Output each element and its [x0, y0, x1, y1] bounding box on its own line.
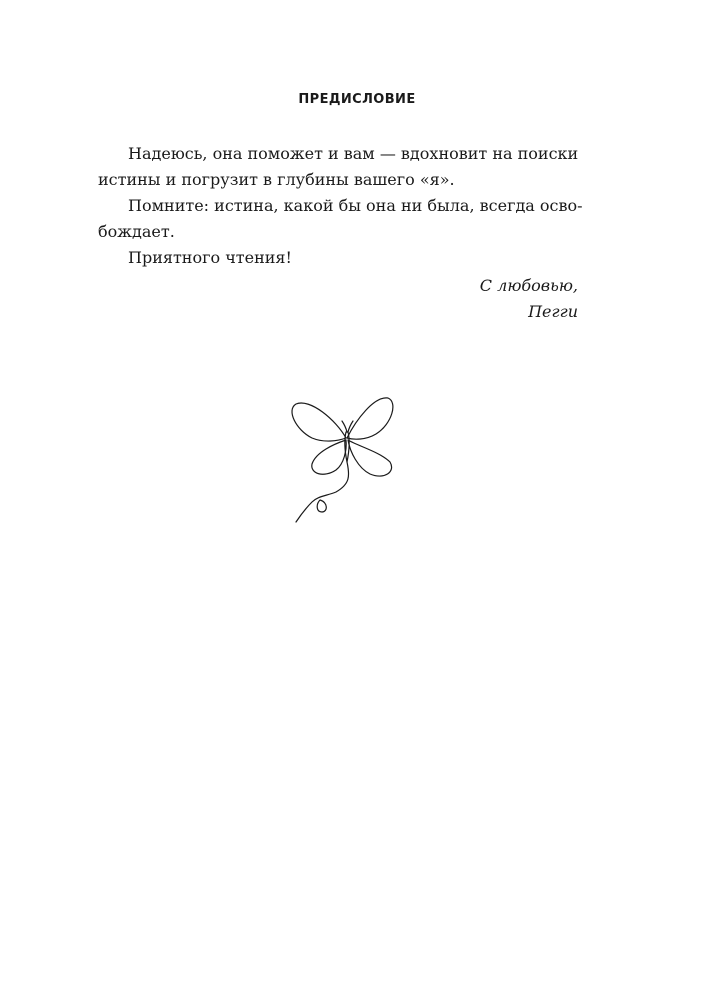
signature: [480, 273, 578, 325]
text-line: Надеюсь, она поможет и вам — вдохновит на поиски: [128, 144, 579, 163]
text-line: Приятного чтения!: [128, 248, 292, 267]
body-text: [98, 141, 583, 271]
text-line: бождает.: [98, 222, 175, 241]
lower-right-wing: [348, 440, 392, 476]
upper-left-wing: [292, 403, 346, 441]
paragraph: [98, 141, 578, 193]
butterfly-antenna: [342, 421, 347, 432]
signature-closing: С любовью,: [479, 276, 578, 295]
text-line: истины и погрузит в глубины вашего «я».: [98, 170, 455, 189]
flight-loop: [317, 500, 326, 512]
paragraph: [98, 245, 578, 271]
flight-trail: [296, 462, 349, 522]
page-title: ПРЕДИСЛОВИЕ: [298, 92, 416, 107]
butterfly-line-drawing-icon: [284, 390, 400, 524]
butterfly-body: [345, 432, 349, 462]
text-line: Помните: истина, какой бы она ни была, всегда осво-: [128, 196, 583, 215]
upper-right-wing: [347, 398, 393, 439]
paragraph: [98, 193, 583, 245]
lower-left-wing: [312, 440, 346, 474]
signature-name: Пегги: [528, 302, 578, 321]
